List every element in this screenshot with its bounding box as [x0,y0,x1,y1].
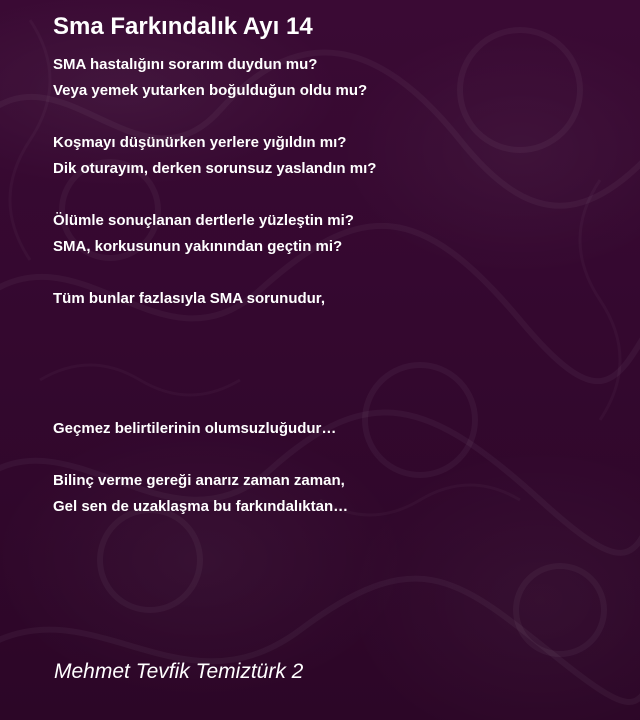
stanza-gap [53,338,613,416]
poem-line: Bilinç verme gereği anarız zaman zaman, [53,472,345,489]
stanza [53,468,613,520]
poem-line: SMA, korkusunun yakınından geçtin mi? [53,238,343,255]
poem-line: Gel sen de uzaklaşma bu farkındalıktan… [53,498,349,515]
poem-line: Tüm bunlar fazlasıyla SMA sorunudur, [53,290,325,307]
poem-line: SMA hastalığını sorarım duydun mu? [53,56,318,73]
stanza [53,130,613,182]
stanza [53,52,613,104]
poem-author: Mehmet Tevfik Temiztürk 2 [54,660,304,683]
poem-line: Veya yemek yutarken boğulduğun oldu mu? [53,82,368,99]
poem-line: Ölümle sonuçlanan dertlerle yüzleştin mi? [53,212,354,229]
poem-title: Sma Farkındalık Ayı 14 [53,13,313,40]
poem-line: Koşmayı düşünürken yerlere yığıldın mı? [53,134,347,151]
stanza [53,208,613,260]
poem-line: Geçmez belirtilerinin olumsuzluğudur… [53,420,337,437]
poem-body [53,52,613,546]
poem-line: Dik oturayım, derken sorunsuz yaslandın mı? [53,160,377,177]
stanza [53,286,613,312]
stanza [53,416,613,442]
